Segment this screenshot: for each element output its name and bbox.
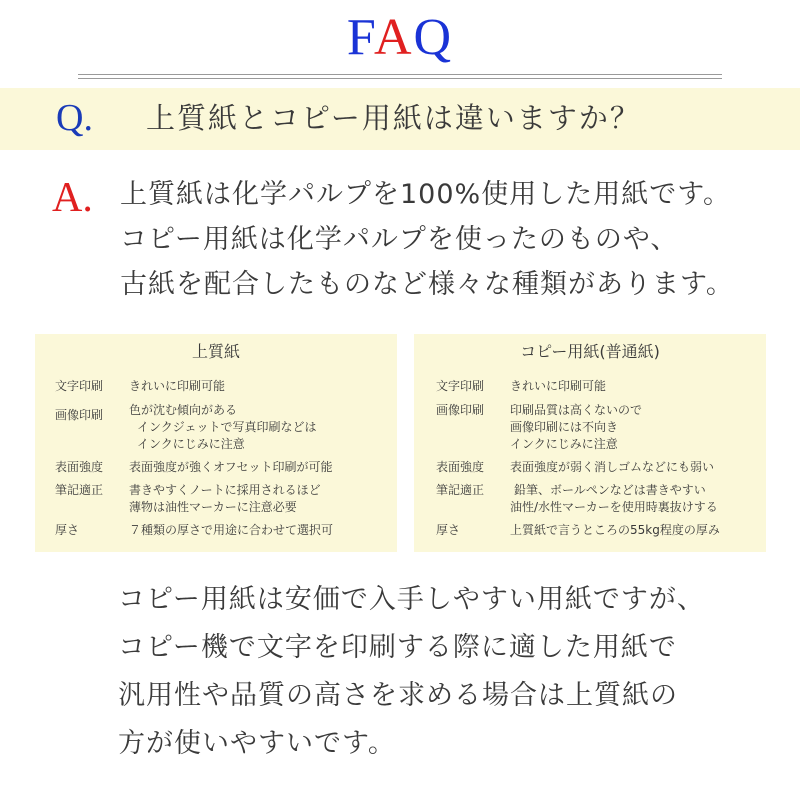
row-value-line: 鉛筆、ボールペンなどは書きやすい (514, 483, 706, 497)
row-value-line: 上質紙で言うところの55kg程度の厚み (510, 523, 720, 537)
summary-line: 方が使いやすいです。 (118, 728, 396, 759)
title-divider (78, 74, 722, 79)
row-value-line: 表面強度が強くオフセット印刷が可能 (129, 460, 333, 474)
row-value (510, 522, 720, 539)
row-value (510, 378, 606, 395)
row-label: 厚さ (436, 523, 461, 537)
row-label: 表面強度 (55, 460, 104, 474)
row-value (510, 459, 714, 476)
row-value-line: インクジェットで写真印刷などは (137, 420, 317, 434)
comparison-heading: コピー用紙(普通紙) (520, 342, 660, 361)
comparison-box-copy-paper (414, 334, 766, 552)
row-value-line: きれいに印刷可能 (129, 379, 226, 393)
row-value (129, 482, 321, 516)
row-value (510, 402, 642, 453)
answer-text (120, 172, 780, 307)
answer-line: 古紙を配合したものなど様々な種類があります。 (120, 269, 734, 300)
row-value-line: 書きやすくノートに採用されるほど (129, 483, 321, 497)
faq-title-q: Q (413, 9, 454, 66)
row-value-line: インクにじみに注意 (137, 437, 245, 451)
question-text: 上質紙とコピー用紙は違いますか？ (146, 101, 641, 135)
row-label: 文字印刷 (436, 379, 485, 393)
row-value-line: インクにじみに注意 (510, 437, 618, 451)
row-value (129, 378, 225, 395)
row-value-line: 画像印刷には不向き (510, 420, 619, 434)
question-mark: Q. (56, 97, 93, 139)
row-value-line: 表面強度が弱く消しゴムなどにも弱い (510, 460, 715, 474)
row-value-line: ７種類の厚さで用途に合わせて選択可 (129, 523, 334, 537)
row-label: 筆記適正 (55, 483, 104, 497)
summary-line: 汎用性や品質の高さを求める場合は上質紙の (118, 680, 678, 711)
row-value (510, 482, 718, 516)
row-value-line: 薄物は油性マーカーに注意必要 (129, 500, 297, 514)
row-value-line: 油性/水性マーカーを使用時裏抜けする (510, 500, 718, 514)
summary-line: コピー機で文字を印刷する際に適した用紙で (118, 632, 677, 663)
answer-line: 上質紙は化学パルプを100%使用した用紙です。 (120, 179, 732, 210)
answer-mark: A. (52, 175, 93, 221)
summary-text (118, 576, 778, 768)
summary-line: コピー用紙は安価で入手しやすい用紙ですが、 (118, 584, 705, 615)
faq-title-a: A (373, 9, 414, 66)
row-label: 厚さ (55, 523, 80, 537)
row-value-line: 印刷品質は高くないので (510, 403, 643, 417)
row-label: 筆記適正 (436, 483, 485, 497)
row-label: 文字印刷 (55, 379, 104, 393)
faq-title-f: F (346, 9, 374, 66)
row-label: 画像印刷 (55, 408, 104, 422)
comparison-heading: 上質紙 (191, 342, 240, 361)
answer-line: コピー用紙は化学パルプを使ったのものや、 (120, 224, 679, 255)
row-label: 画像印刷 (436, 403, 485, 417)
faq-title (0, 8, 800, 68)
row-value-line: きれいに印刷可能 (510, 379, 607, 393)
comparison-box-woodfree (35, 334, 397, 552)
row-value (129, 402, 317, 453)
row-value (129, 522, 333, 539)
row-label: 表面強度 (436, 460, 485, 474)
row-value-line: 色が沈む傾向がある (129, 403, 238, 417)
row-value (129, 459, 333, 476)
